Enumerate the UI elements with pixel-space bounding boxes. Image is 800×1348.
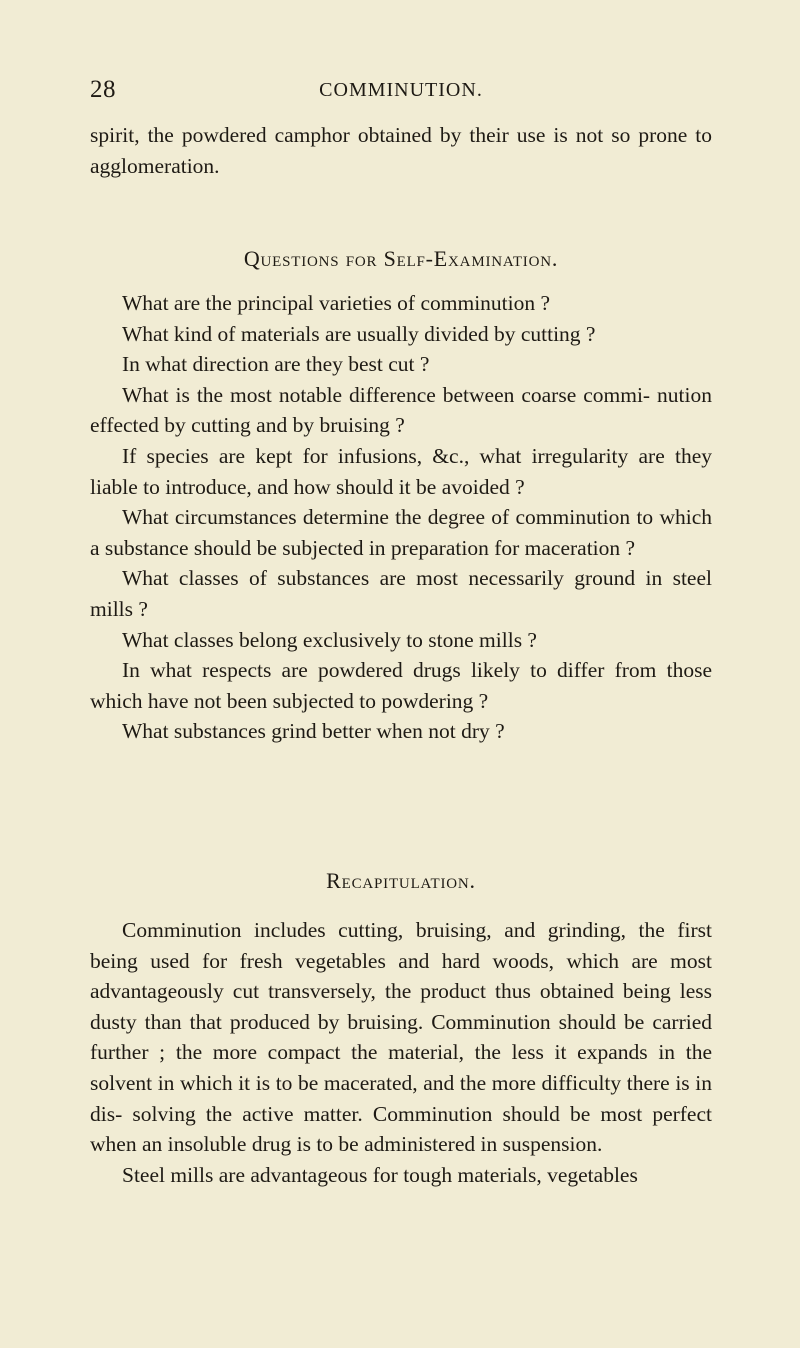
questions-heading: Questions for Self-Examination. xyxy=(243,246,559,271)
questions-list xyxy=(90,288,712,747)
question-item: What is the most notable difference between coarse commi- nution effected by cutting and by bruising ? xyxy=(90,382,712,438)
recap-paragraph: Comminution includes cutting, bruising, and grinding, the first being used for fresh vegetables and hard woods, which are most advantageously cut transversely, the product thus obtained being less dusty than that produced by bruising. Comminution should be carried further ; the more compact the material, the less it expands in the solvent in which it is to be macerated, and the more difficulty there is in dis- solving the active matter. Comminution should be most perfect when an insoluble drug is to be administered in suspension. xyxy=(90,918,712,1157)
question-item: If species are kept for infusions, &c., what irregularity are they liable to introduce, and how should it be avoided ? xyxy=(90,443,712,499)
recap-paragraph: Steel mills are advantageous for tough materials, vegetables xyxy=(122,1162,638,1187)
question-item: What are the principal varieties of comminution ? xyxy=(122,291,551,315)
question-item: What substances grind better when not dry ? xyxy=(122,719,505,744)
question-item: What kind of materials are usually divided by cutting ? xyxy=(122,321,596,346)
running-head xyxy=(90,76,712,106)
question-item: In what direction are they best cut ? xyxy=(122,352,430,377)
page-number: 28 xyxy=(90,76,116,103)
question-item: What classes belong exclusively to stone mills ? xyxy=(122,627,537,652)
question-item: In what respects are powdered drugs likely to differ from those which have not been subjected to powdering ? xyxy=(90,658,712,713)
intro-paragraph: spirit, the powdered camphor obtained by their use is not so prone to agglomeration. xyxy=(90,123,712,178)
recapitulation-heading: Recapitulation. xyxy=(326,868,476,893)
question-item: What classes of substances are most necessarily ground in steel mills ? xyxy=(90,566,712,621)
running-title: COMMINUTION. xyxy=(319,79,483,101)
question-item: What circumstances determine the degree of comminution to which a substance should be subjected in preparation for maceration ? xyxy=(90,505,712,560)
intro-paragraph-block xyxy=(90,120,712,181)
recapitulation-body xyxy=(90,915,712,1190)
